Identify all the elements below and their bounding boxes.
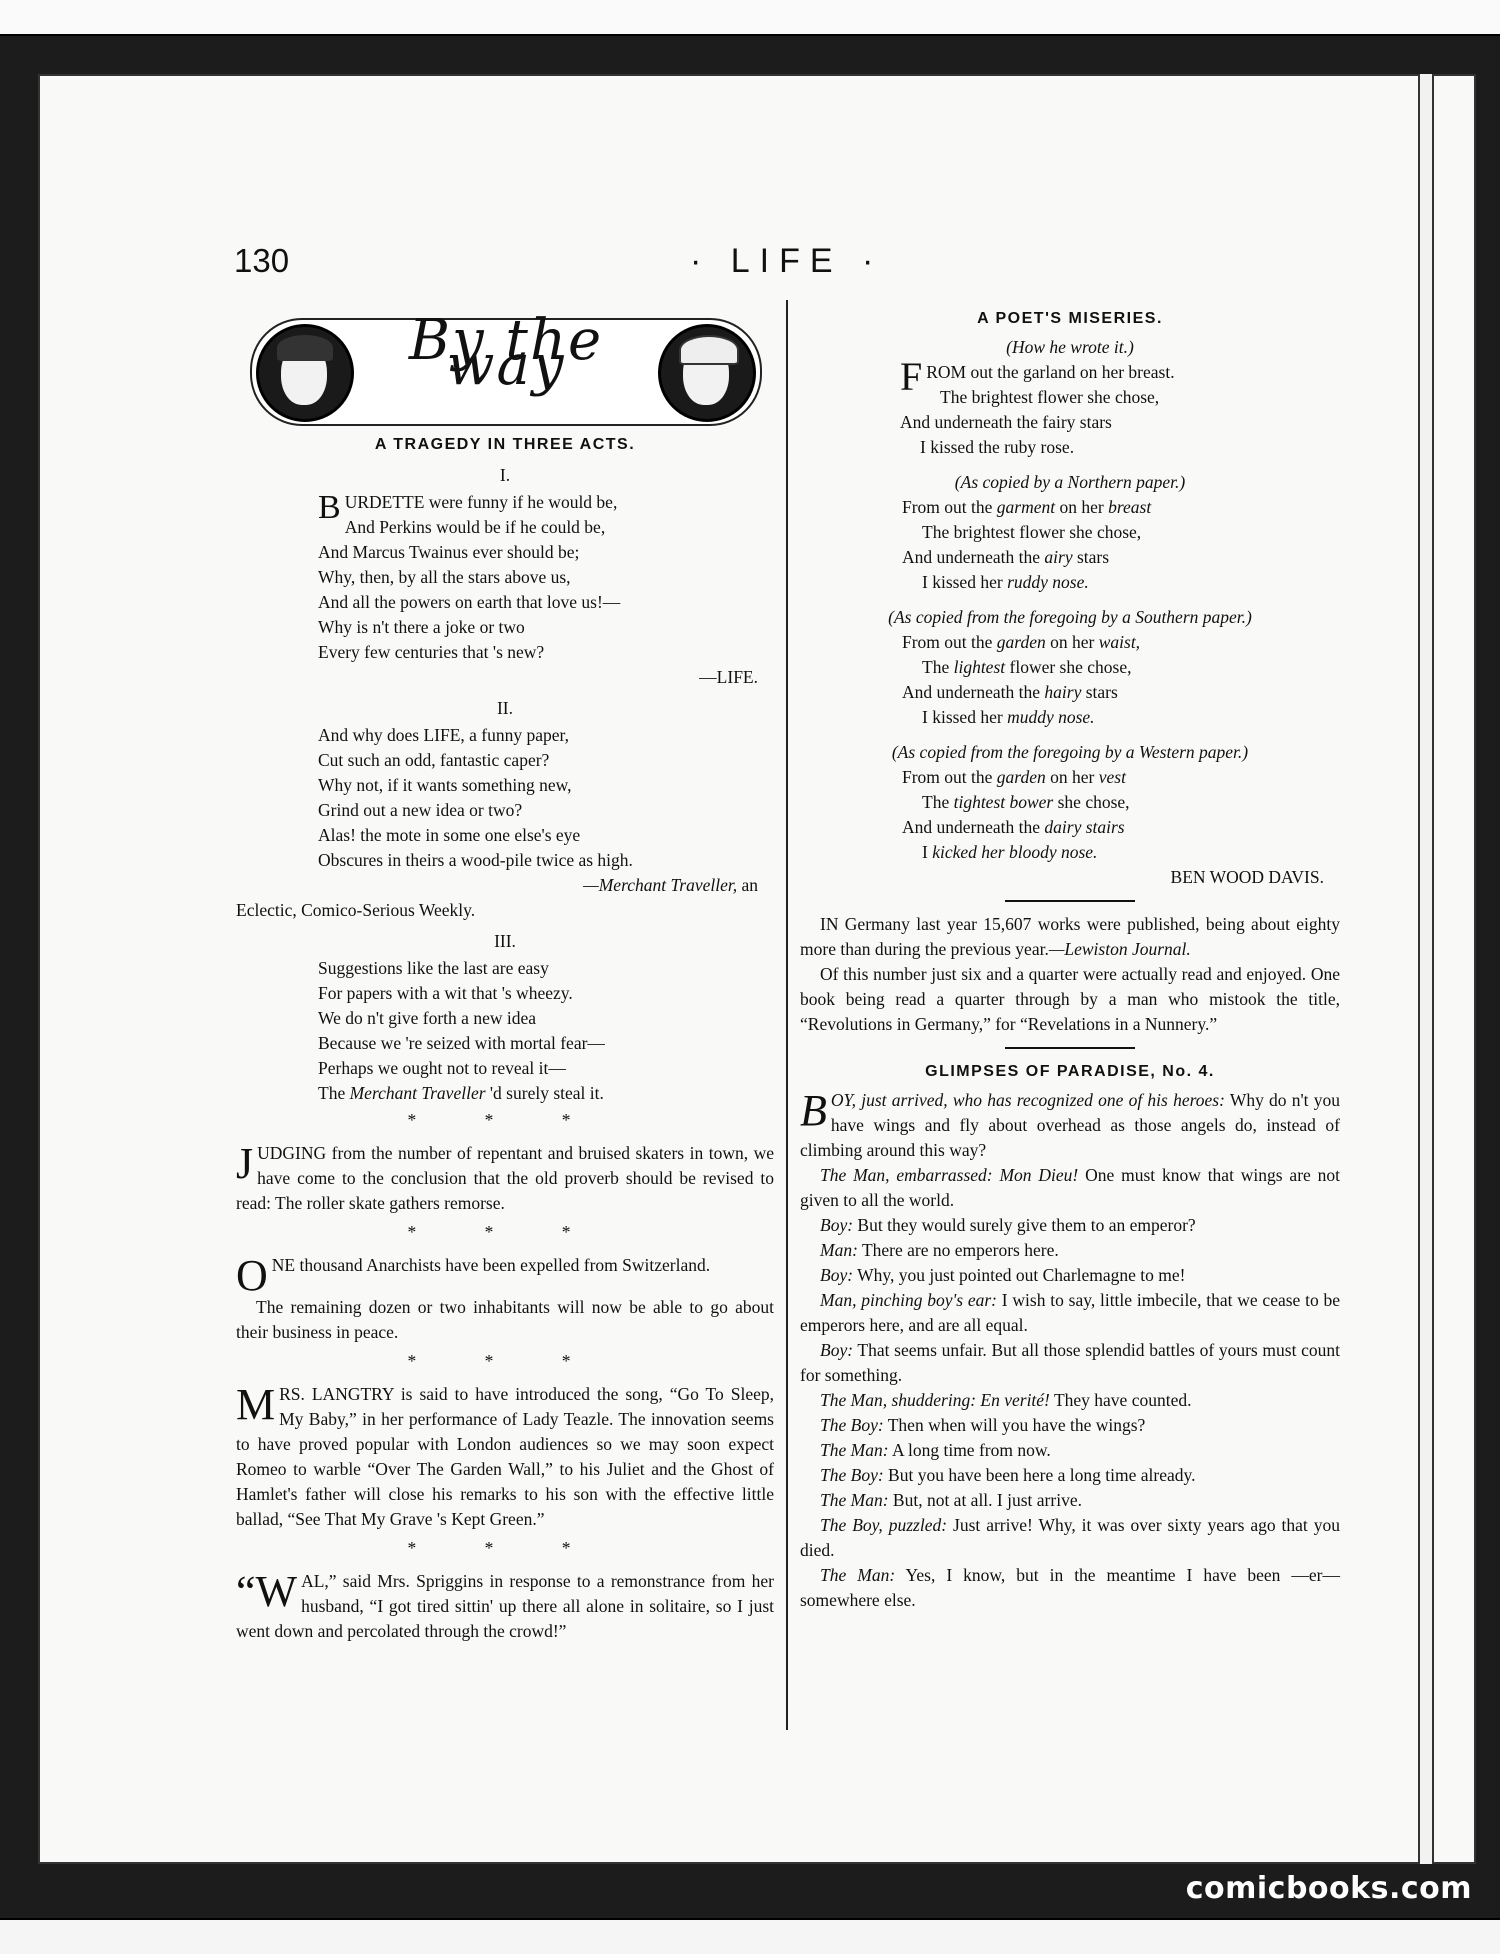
attribution-line-2: Eclectic, Comico-Serious Weekly. — [236, 900, 476, 920]
verse-line: Why is n't there a joke or two — [318, 617, 525, 637]
masthead: · LIFE · — [690, 242, 884, 280]
paragraph-text: AL,” said Mrs. Spriggins in response to a remonstrance from her husband, “I got tired sittin' up there all alone in solitaire, so I just went down and percolated through the crowd!” — [236, 1571, 774, 1641]
verse-line: From out the garden on her vest — [902, 767, 1126, 787]
germany-paragraph: IN Germany last year 15,607 works were published, being about eighty more than during the previous year.—Lewiston Journal. — [800, 914, 1340, 959]
section-rule — [1005, 1047, 1135, 1049]
poem-northern — [800, 495, 1340, 595]
dialogue-line: Boy: That seems unfair. But all those splendid battles of yours must count for something. — [800, 1340, 1340, 1385]
left-column — [236, 308, 774, 1648]
banner-title: By the way — [408, 308, 604, 398]
verse-caption: (As copied from the foregoing by a Western paper.) — [891, 742, 1249, 762]
verse-line: The Merchant Traveller 'd surely steal it. — [318, 1083, 604, 1103]
by-the-way-banner — [250, 308, 762, 426]
dialogue-line: The Boy, puzzled: Just arrive! Why, it was over sixty years ago that you died. — [800, 1515, 1340, 1560]
langtry-paragraph — [236, 1382, 774, 1532]
verse-line: And underneath the dairy stairs — [902, 817, 1125, 837]
dialogue-line: Man: There are no emperors here. — [820, 1240, 1059, 1260]
verse-line: And underneath the airy stars — [902, 547, 1110, 567]
act-number: I. — [499, 465, 511, 485]
portrait-left-icon — [256, 324, 354, 422]
verse-line: For papers with a wit that 's wheezy. — [318, 983, 573, 1003]
drop-cap: O — [236, 1251, 268, 1300]
dialogue-line: The Boy: But you have been here a long time already. — [820, 1465, 1196, 1485]
verse-line: Alas! the mote in some one else's eye — [318, 825, 581, 845]
poem-southern — [800, 630, 1340, 730]
poem-original — [800, 354, 1340, 460]
dialogue-line: The Man: But, not at all. I just arrive. — [820, 1490, 1082, 1510]
attribution: —LIFE. — [699, 667, 758, 687]
glimpses-heading: GLIMPSES OF PARADISE, No. 4. — [925, 1063, 1215, 1080]
portrait-right-icon — [658, 324, 756, 422]
source-title: —Merchant Traveller, — [583, 875, 738, 895]
verse-line: Why not, if it wants something new, — [318, 775, 572, 795]
drop-cap: F — [900, 354, 923, 399]
source-suffix: an — [737, 875, 758, 895]
section-divider — [236, 1220, 774, 1245]
author-signature: BEN WOOD DAVIS. — [1170, 867, 1324, 887]
dialogue-line: The Man: A long time from now. — [820, 1440, 1051, 1460]
verse-line: And Marcus Twainus ever should be; — [318, 542, 580, 562]
poem-act-2 — [236, 723, 774, 873]
verse-line: ROM out the garland on her breast. — [926, 362, 1175, 382]
verse-line: Why, then, by all the stars above us, — [318, 567, 571, 587]
verse-caption: (How he wrote it.) — [1006, 337, 1134, 357]
drop-cap: B — [800, 1086, 827, 1135]
verse-line: I kissed the ruby rose. — [920, 437, 1075, 457]
drop-cap: J — [236, 1139, 254, 1188]
poem-western — [800, 765, 1340, 865]
section-rule — [1005, 900, 1135, 902]
verse-line: We do n't give forth a new idea — [318, 1008, 536, 1028]
previous-page-strip — [0, 0, 1500, 36]
page-number: 130 — [234, 242, 290, 279]
verse-line: Perhaps we ought not to reveal it— — [318, 1058, 566, 1078]
verse-line: And why does LIFE, a funny paper, — [318, 725, 570, 745]
paragraph-text: The remaining dozen or two inhabitants will now be able to go about their business in peace. — [236, 1297, 774, 1342]
tragedy-heading: A TRAGEDY IN THREE ACTS. — [374, 436, 636, 453]
germany-paragraph-2: Of this number just six and a quarter were actually read and enjoyed. One book being read a quarter through by a man who mistook the title, “Revolutions in Germany,” for “Revelations in a Nunnery.” — [800, 964, 1340, 1034]
paragraph-text: UDGING from the number of repentant and bruised skaters in town, we have come to the conclusion that the old proverb should be revised to read: The roller skate gathers remorse. — [236, 1143, 774, 1213]
verse-line: I kissed her muddy nose. — [922, 707, 1095, 727]
dialogue-line: The Man, shuddering: En verité! They have counted. — [820, 1390, 1192, 1410]
wal-paragraph — [236, 1569, 774, 1644]
verse-line: Cut such an odd, fantastic caper? — [318, 750, 550, 770]
anarchists-paragraph — [236, 1253, 774, 1345]
dialogue-line: Man, pinching boy's ear: I wish to say, little imbecile, that we cease to be emperors here, and are all equal. — [800, 1290, 1340, 1335]
glimpses-dialogue: BOY, just arrived, who has recognized one of his heroes: Why do n't you have wings and fly about overhead as those angels do, instead of climbing around this way? The Man, embarrassed: Mon Dieu! One must know that wings are not given to all the world. Boy: But they would surely give them to an emperor? Man: There are no emperors here. Boy: Why, you just pointed out Charlemagne to me! Man, pinching boy's ear: I wish to say, little imbecile, that we cease to be emperors here, and are all equal. Boy: That seems unfair. But all those splendid battles of yours must count for something. The Man, shuddering: En verité! They have counted. The Boy: Then when will you have the wings? The Man: A long time from now. The Boy: But you have been here a long time already. The Man: But, not at all. I just arrive. The Boy, puzzled: Just arrive! Why, it was over sixty years ago that you died. The Man: Yes, I know, but in the meantime I have been —er—somewhere else. — [800, 1088, 1340, 1613]
verse-line: From out the garment on her breast — [902, 497, 1152, 517]
poem-act-3 — [236, 956, 774, 1106]
verse-line: Because we 're seized with mortal fear— — [318, 1033, 605, 1053]
verse-line: The brightest flower she chose, — [940, 387, 1160, 407]
verse-line: Every few centuries that 's new? — [318, 642, 545, 662]
drop-cap: M — [236, 1380, 276, 1429]
verse-caption: (As copied by a Northern paper.) — [954, 472, 1186, 492]
verse-line: The tightest bower she chose, — [922, 792, 1130, 812]
verse-line: Obscures in theirs a wood-pile twice as high. — [318, 850, 633, 870]
drop-cap: B — [318, 489, 341, 526]
page-edge — [1418, 74, 1434, 1864]
next-page-strip — [0, 1918, 1500, 1954]
verse-line: And underneath the hairy stars — [902, 682, 1118, 702]
verse-line: Suggestions like the last are easy — [318, 958, 549, 978]
poem-act-1 — [236, 490, 774, 665]
paragraph-text: RS. LANGTRY is said to have introduced the song, “Go To Sleep, My Baby,” in her performance of Lady Teazle. The innovation seems to have proved popular with London audiences so we may soon expect Romeo to warble “Over The Garden Wall,” to his Juliet and the Ghost of Hamlet's father will close his remarks to his son with the effective little ballad, “See That My Grave 's Kept Green.” — [236, 1384, 774, 1529]
section-divider — [236, 1536, 774, 1561]
act-number: III. — [494, 931, 516, 951]
act-number: II. — [496, 698, 514, 718]
verse-line: Grind out a new idea or two? — [318, 800, 523, 820]
verse-line: The lightest flower she chose, — [922, 657, 1132, 677]
section-divider — [236, 1108, 774, 1133]
verse-line: And all the powers on earth that love us!— — [318, 592, 621, 612]
dialogue-line: Boy: But they would surely give them to an emperor? — [820, 1215, 1196, 1235]
dialogue-line: The Man: Yes, I know, but in the meantime I have been —er—somewhere else. — [800, 1565, 1341, 1610]
verse-line: The brightest flower she chose, — [922, 522, 1142, 542]
drop-cap: “W — [236, 1567, 298, 1616]
verse-line: I kicked her bloody nose. — [922, 842, 1098, 862]
attribution — [236, 873, 774, 898]
poet-heading: A POET'S MISERIES. — [977, 310, 1163, 327]
verse-line: From out the garden on her waist, — [902, 632, 1141, 652]
paragraph-text: NE thousand Anarchists have been expelled from Switzerland. — [271, 1255, 711, 1275]
right-column — [800, 300, 1340, 1613]
column-rule — [786, 300, 788, 1730]
dialogue-line: The Boy: Then when will you have the wings? — [820, 1415, 1146, 1435]
section-divider — [236, 1349, 774, 1374]
verse-line: And Perkins would be if he could be, — [344, 517, 606, 537]
watermark: comicbooks.com — [1185, 1871, 1472, 1906]
dialogue-line: The Man, embarrassed: Mon Dieu! One must know that wings are not given to all the world. — [800, 1165, 1341, 1210]
verse-line: And underneath the fairy stars — [900, 412, 1112, 432]
dialogue-line: Boy: Why, you just pointed out Charlemagne to me! — [820, 1265, 1186, 1285]
verse-line: URDETTE were funny if he would be, — [344, 492, 618, 512]
judging-paragraph — [236, 1141, 774, 1216]
verse-caption: (As copied from the foregoing by a Southern paper.) — [888, 607, 1252, 627]
verse-line: I kissed her ruddy nose. — [922, 572, 1089, 592]
